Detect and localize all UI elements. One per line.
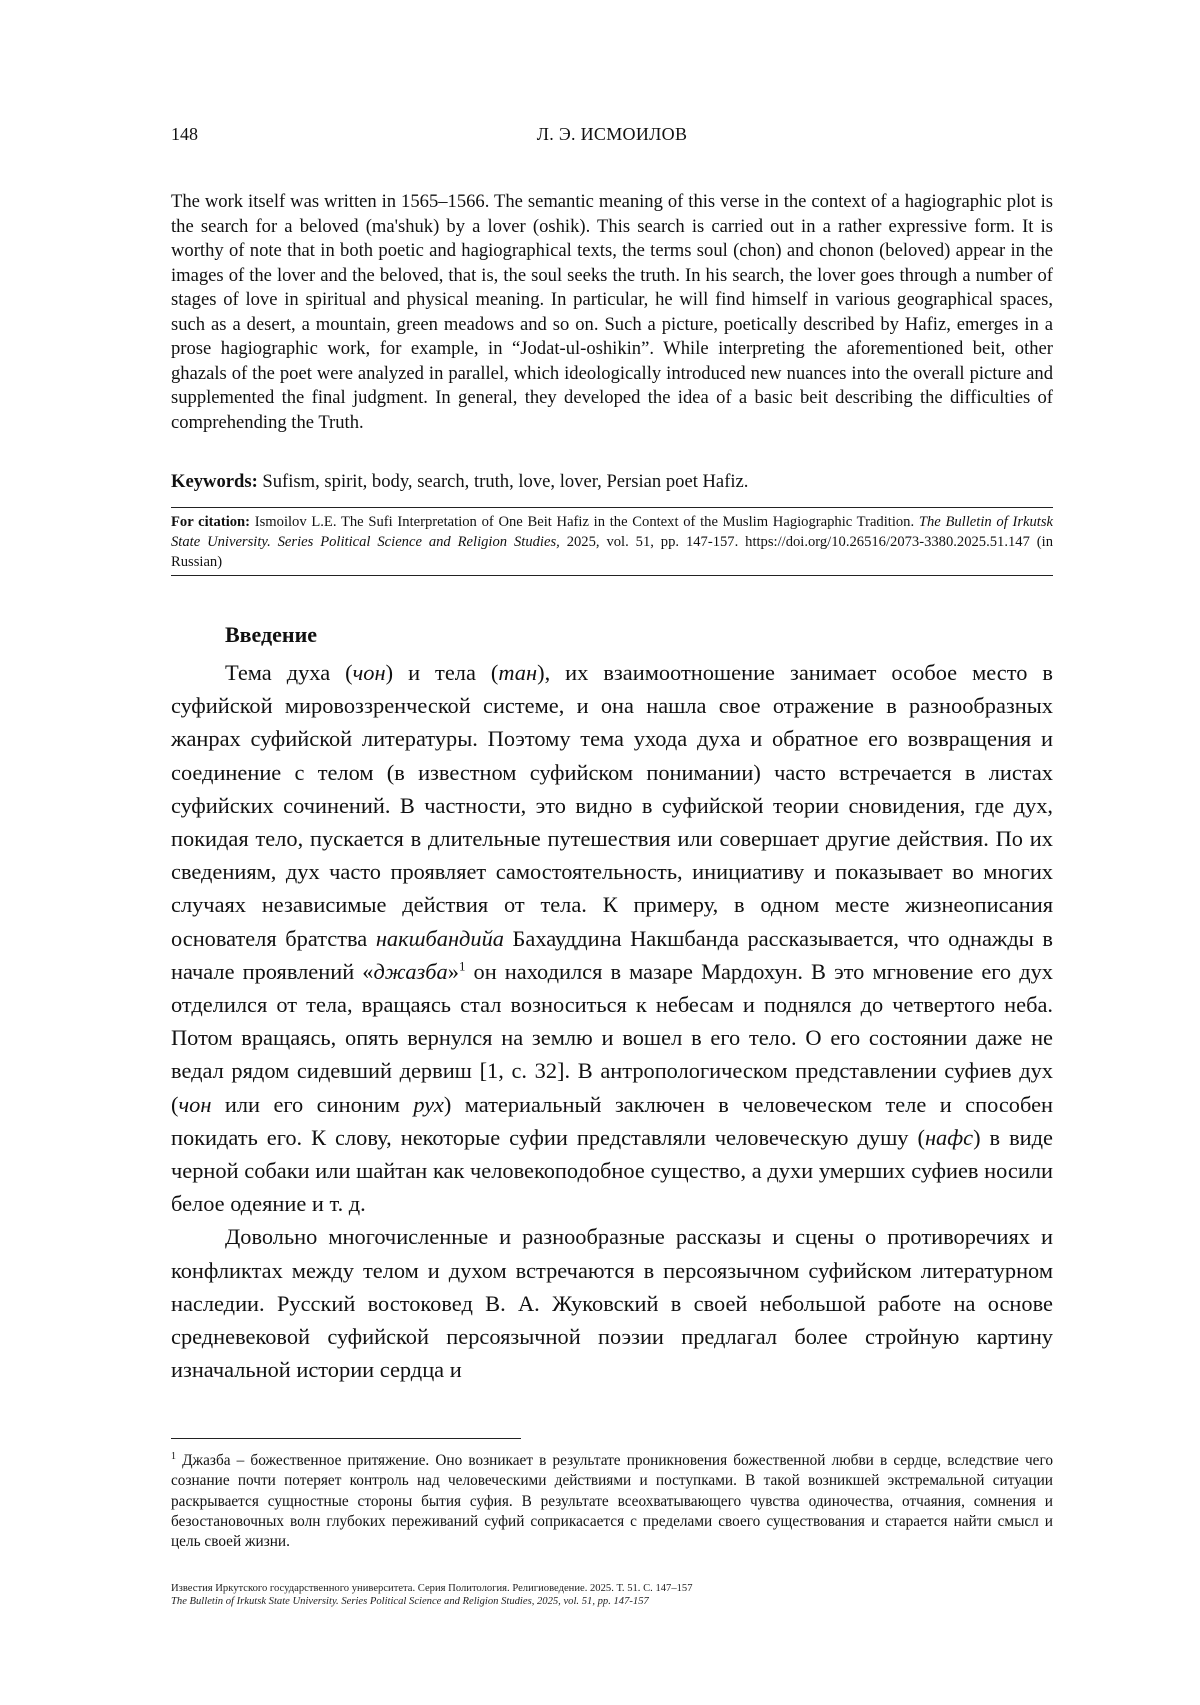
keywords bbox=[171, 470, 1053, 494]
page-number: 148 bbox=[171, 124, 198, 144]
keywords-label: Keywords: bbox=[171, 471, 258, 492]
text-run: ) и тела ( bbox=[385, 660, 499, 685]
term: нафс bbox=[924, 1124, 974, 1150]
text-run: или его синоним bbox=[211, 1091, 414, 1117]
keywords-text: Sufism, spirit, body, search, truth, love, lover, Persian poet Hafiz. bbox=[257, 471, 749, 492]
footnote-reference: 1 bbox=[458, 958, 466, 974]
term: джазба bbox=[373, 958, 448, 984]
running-header bbox=[171, 124, 1053, 150]
text-run: ), их взаимоотношение занимает особое место в суфийской мировоззренческой системе, и она нашла свое отражение в разнообразных жанрах суфийской литературы. Поэтому тема ухода духа и обратное его возвращения и соединение с телом (в известном суфийском понимании) часто встречается в листах суфийских сочинений. В частности, это видно в суфийской теории сновидения, где дух, покидая тело, пускается в длительные путешествия или совершает другие действия. По их сведениям, дух часто проявляет самостоятельность, инициативу и показывает во многих случаях независимые действия от тела. К примеру, в одном месте жизнеописания основателя братства bbox=[171, 660, 1053, 951]
section-heading: Введение bbox=[225, 622, 318, 647]
term: чон bbox=[178, 1091, 212, 1117]
term: тан bbox=[498, 660, 538, 685]
running-author: Л. Э. ИСМОИЛОВ bbox=[536, 124, 688, 144]
text-run: он находился в мазаре Мардохун. В это мгновение его дух отделился от тела, вращаясь стал возноситься к небесам и поднялся до четвертого неба. Потом вращаясь, опять вернулся на землю и вошел в его тело. О его состоянии даже не ведал рядом сидевший дервиш [1, с. 32]. В антропологическом представлении суфиев дух ( bbox=[171, 958, 1053, 1117]
citation-journal: The Bulletin of Irkutsk State University. Series Political Science and Religion Studies, bbox=[171, 514, 1054, 550]
abstract-text: The work itself was written in 1565–1566. The semantic meaning of this verse in the context of a hagiographic plot is the search for a beloved (ma'shuk) by a lover (oshik). This search is carried out in a rather expressive form. It is worthy of note that in both poetic and hagiographical texts, the terms soul (chon) and chonon (beloved) appear in the images of the lover and the beloved, that is, the soul seeks the truth. In his search, the lover goes through a number of stages of love in spiritual and physical meaning. In particular, he will find himself in various geographical spaces, such as a desert, a mountain, green meadows and so on. Such a picture, poetically described by Hafiz, emerges in a prose hagiographic work, for example, in “Jodat-ul-oshikin”. While interpreting the aforementioned beit, other ghazals of the poet were analyzed in parallel, which ideologically introduced new nuances into the overall picture and supplemented the final judgment. In general, they developed the idea of a basic beit describing the difficulties of comprehending the Truth. bbox=[171, 191, 1053, 433]
text-run: Тема духа ( bbox=[225, 660, 353, 685]
text-run: ) материальный заключен в человеческом теле и способен покидать его. К слову, некоторые суфии представляли человеческую душу ( bbox=[171, 1091, 1053, 1150]
term: чон bbox=[352, 660, 386, 685]
english-abstract bbox=[171, 190, 1053, 435]
citation-details: 2025, vol. 51, pp. 147-157. https://doi.org/10.26516/2073-3380.2025.51.147 (in Russian) bbox=[171, 534, 1053, 570]
term: накшбандийа bbox=[375, 925, 504, 951]
term: рух bbox=[413, 1091, 444, 1117]
citation-text: Ismoilov L.E. The Sufi Interpretation of One Beit Hafiz in the Context of the Muslim Hagiographic Tradition. bbox=[250, 514, 919, 530]
journal-footer bbox=[171, 1582, 1053, 1608]
text-run: Бахауддина Накшбанда рассказывается, что однажды в начале проявлений « bbox=[171, 925, 1053, 984]
footer-line-en: The Bulletin of Irkutsk State University. Series Political Science and Religion Studies, 2025, vol. 51, pp. 147-157 bbox=[171, 1596, 649, 1607]
text-run: » bbox=[447, 958, 459, 984]
text-run: ) в виде черной собаки или шайтан как человекоподобное существо, а духи умерших суфиев носили белое одеяние и т. д. bbox=[171, 1124, 1053, 1217]
paragraph bbox=[171, 656, 1053, 1220]
footnote-divider bbox=[171, 1438, 521, 1439]
paragraph: Довольно многочисленные и разнообразные рассказы и сцены о противоречиях и конфликтах между телом и духом встречаются в персоязычном суфийском литературном наследии. Русский востоковед В. А. Жуковский в своей небольшой работе на основе средневековой суфийской персоязычной поэзии предлагал более стройную картину изначальной истории сердца и bbox=[171, 1224, 1053, 1383]
footer-line-ru: Известия Иркутского государственного университета. Серия Политология. Религиоведение. 2025. Т. 51. С. 147–157 bbox=[171, 1583, 693, 1594]
footnote-text: Джазба – божественное притяжение. Оно возникает в результате проникновения божественной любви в сердце, вследствие чего сознание почти потеряет контроль над человеческими действиями и поступками. В такой возникшей экстремальной ситуации раскрывается сущностные стороны бытия суфия. В результате всеохватывающего чувства одиночества, отчаяния, сомнения и безостановочных волн глубоких переживаний суфий соприкасается с пределами своего существования и старается найти смысл и цель своей жизни. bbox=[171, 1452, 1053, 1551]
footnote-mark: 1 bbox=[171, 1450, 176, 1462]
footnote bbox=[171, 1451, 1053, 1552]
citation-box bbox=[171, 507, 1053, 576]
citation-label: For citation: bbox=[171, 514, 251, 530]
body-text bbox=[171, 656, 1053, 1386]
